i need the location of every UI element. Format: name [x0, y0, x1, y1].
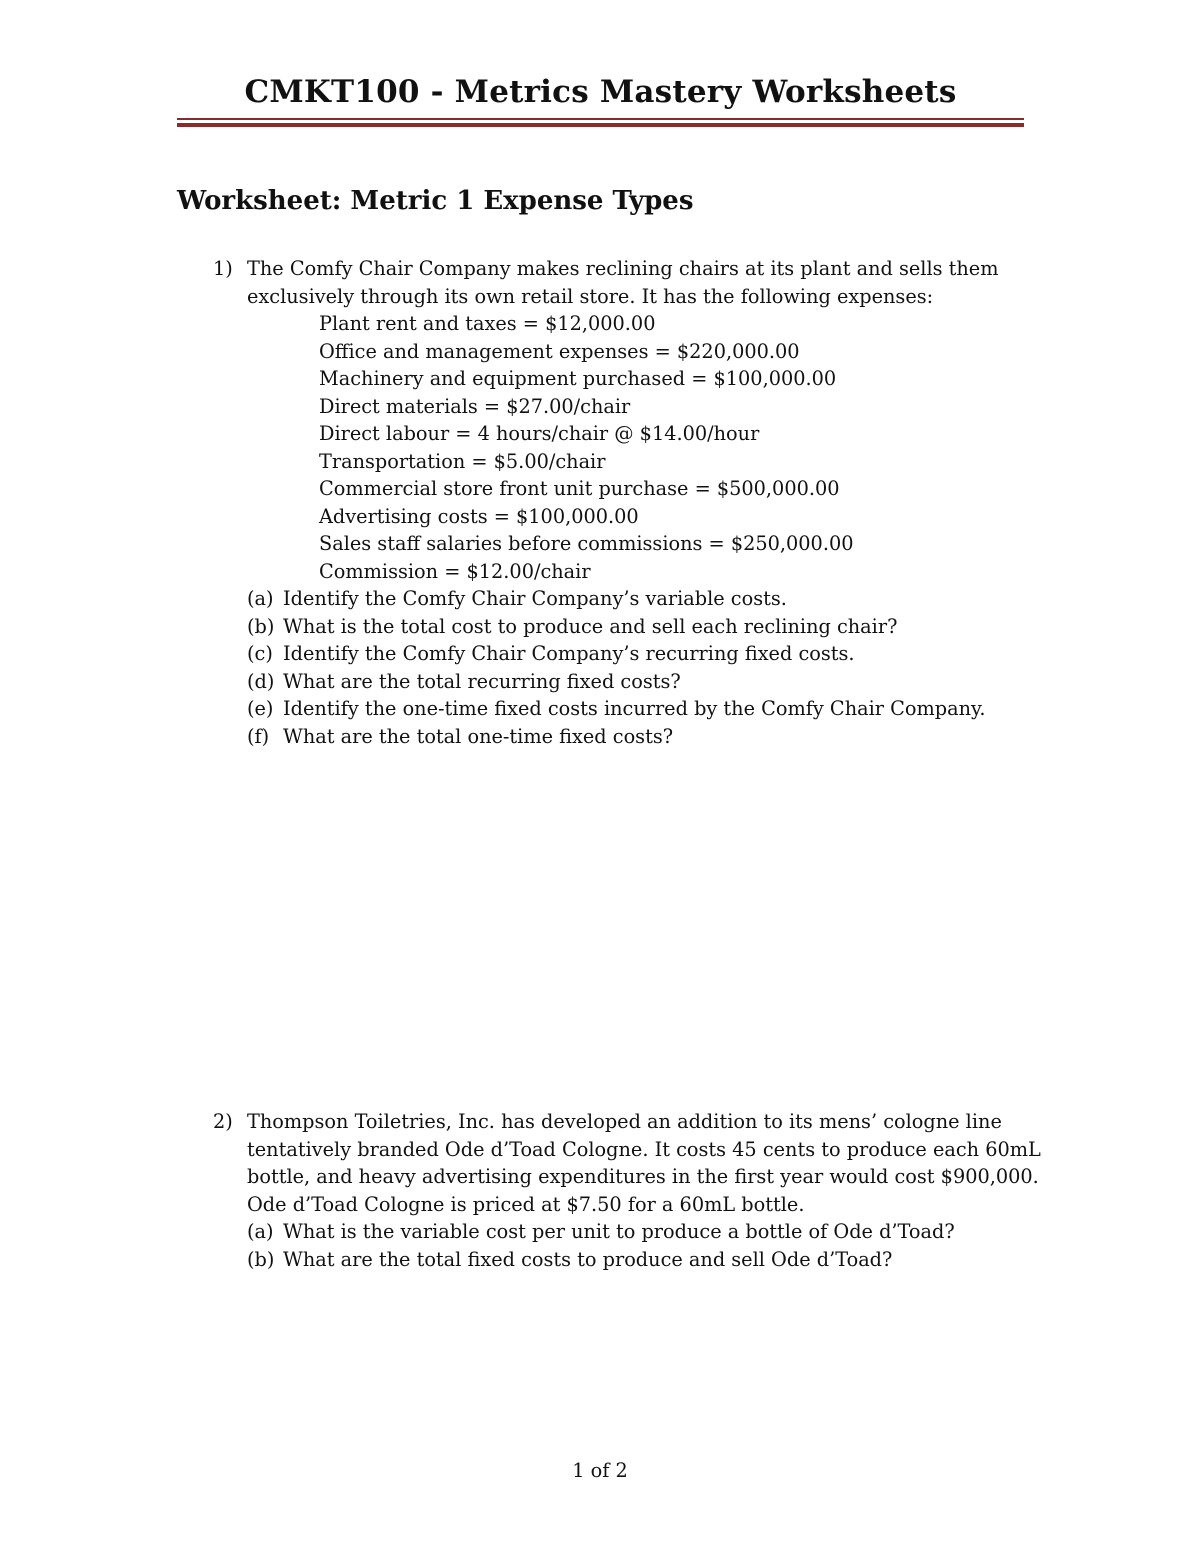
sub-question-list	[247, 1218, 1043, 1273]
sub-question	[247, 668, 1043, 696]
sub-question-text: Identify the Comfy Chair Company’s variable costs.	[283, 587, 787, 610]
sub-question	[247, 695, 1043, 723]
sub-question	[247, 1246, 1043, 1274]
question-number: 2)	[213, 1110, 233, 1133]
expense-item: Commission = $12.00/chair	[319, 559, 591, 583]
worksheet-heading: Worksheet: Metric 1 Expense Types	[177, 186, 694, 216]
expense-item: Advertising costs = $100,000.00	[319, 504, 639, 528]
sub-question-letter: (f)	[247, 724, 270, 748]
expense-item: Sales staff salaries before commissions = $250,000.00	[319, 532, 854, 555]
question-1	[213, 255, 1043, 750]
expense-list	[247, 310, 1043, 585]
header-rule-thin	[177, 118, 1024, 120]
sub-question-letter: (b)	[247, 614, 275, 638]
expense-item: Machinery and equipment purchased = $100,000.00	[319, 367, 837, 390]
question-2	[213, 1108, 1043, 1273]
expense-item: Commercial store front unit purchase = $500,000.00	[319, 477, 840, 500]
sub-question-letter: (e)	[247, 697, 274, 720]
sub-question-text: Identify the Comfy Chair Company’s recurring fixed costs.	[283, 642, 855, 665]
question-intro: The Comfy Chair Company makes reclining chairs at its plant and sells them exclusively through its own retail store. It has the following expenses:	[247, 257, 999, 308]
header-rule-thick	[177, 123, 1024, 127]
question-body	[247, 255, 1043, 750]
expense-item: Office and management expenses = $220,000.00	[319, 339, 800, 363]
sub-question-text: What are the total fixed costs to produce and sell Ode d’Toad?	[283, 1247, 893, 1271]
sub-question	[247, 723, 1043, 751]
sub-question-text: What are the total recurring fixed costs?	[283, 669, 681, 693]
sub-question-text: What is the variable cost per unit to produce a bottle of Ode d’Toad?	[283, 1220, 955, 1243]
page-number: 1 of 2	[572, 1459, 628, 1482]
sub-question-list	[247, 585, 1043, 750]
expense-item: Direct labour = 4 hours/chair @ $14.00/hour	[319, 422, 760, 445]
sub-question	[247, 613, 1043, 641]
sub-question	[247, 640, 1043, 668]
sub-question-letter: (a)	[247, 587, 274, 610]
expense-item: Plant rent and taxes = $12,000.00	[319, 312, 656, 335]
page-header	[177, 72, 1024, 127]
question-number: 1)	[213, 257, 233, 280]
question-intro: Thompson Toiletries, Inc. has developed an addition to its mens’ cologne line tentatively branded Ode d’Toad Cologne. It costs 45 cents to produce each 60mL bottle, and heavy advertising expenditures in the first year would cost $900,000. Ode d’Toad Cologne is priced at $7.50 for a 60mL bottle.	[247, 1110, 1041, 1216]
sub-question-text: Identify the one-time fixed costs incurred by the Comfy Chair Company.	[283, 697, 986, 720]
document-title: CMKT100 - Metrics Mastery Worksheets	[244, 74, 957, 110]
sub-question	[247, 585, 1043, 613]
sub-question-letter: (a)	[247, 1220, 274, 1243]
sub-question-text: What are the total one-time fixed costs?	[283, 724, 674, 748]
expense-item: Transportation = $5.00/chair	[319, 449, 606, 473]
expense-item: Direct materials = $27.00/chair	[319, 394, 631, 418]
sub-question-text: What is the total cost to produce and sell each reclining chair?	[283, 614, 898, 638]
sub-question-letter: (d)	[247, 669, 275, 693]
sub-question-letter: (b)	[247, 1247, 275, 1271]
sub-question	[247, 1218, 1043, 1246]
question-body	[247, 1108, 1043, 1273]
sub-question-letter: (c)	[247, 642, 273, 665]
